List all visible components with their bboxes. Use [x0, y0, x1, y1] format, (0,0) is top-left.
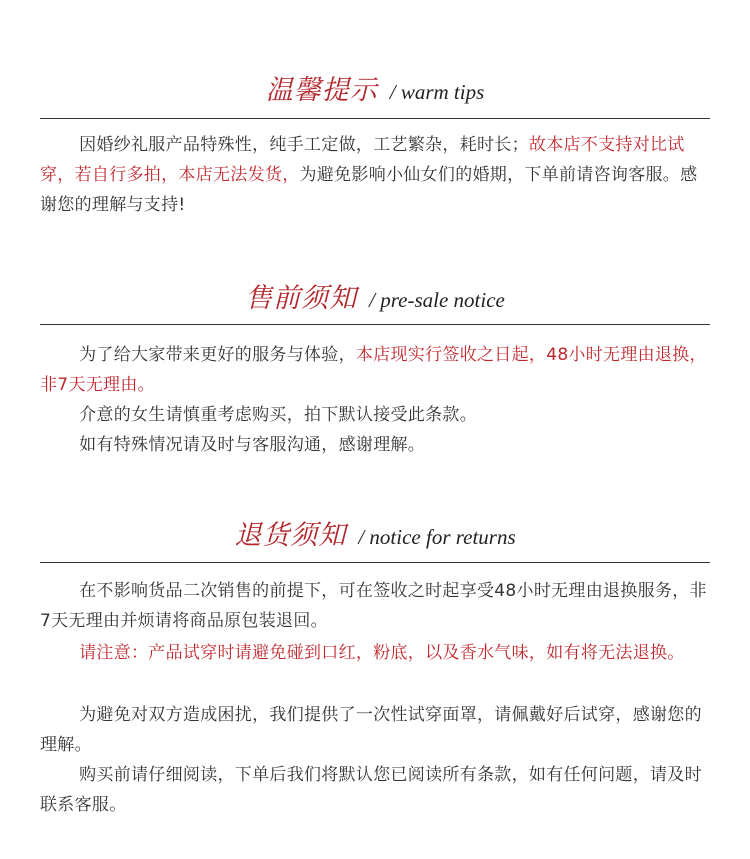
warm-tips-paragraph — [40, 130, 712, 220]
section-title-en: / notice for returns — [358, 525, 516, 549]
paragraph-text: 为避免对双方造成困扰，我们提供了一次性试穿面罩，请佩戴好后试穿，感谢您的理解。 — [40, 705, 702, 755]
section-title-en: / pre-sale notice — [369, 288, 505, 312]
section-title-en: / warm tips — [389, 80, 485, 104]
returns-paragraph — [40, 576, 712, 636]
section-title-zh: 售前须知 — [245, 283, 358, 314]
paragraph-text: 为避免影响小仙女们的婚期，下单前请咨询客服。感谢您的理解与支持! — [40, 165, 698, 215]
paragraph-text: 为了给大家带来更好的服务与体验， — [79, 345, 356, 365]
returns-paragraph — [40, 700, 712, 760]
paragraph-text: 在不影响货品二次销售的前提下，可在签收之时起享受48小时无理由退换服务，非7天无理由并烦请将商品原包装退回。 — [40, 581, 707, 631]
section-title-zh: 温馨提示 — [265, 75, 378, 106]
paragraph-text: 如有特殊情况请及时与客服沟通，感谢理解。 — [79, 435, 426, 455]
returns-warning — [40, 638, 712, 668]
section-divider — [40, 324, 710, 325]
section-heading-warm-tips — [0, 68, 750, 107]
pre-sale-paragraph — [40, 340, 712, 400]
pre-sale-paragraph — [40, 400, 712, 430]
section-heading-pre-sale — [0, 276, 750, 315]
pre-sale-paragraph — [40, 430, 712, 460]
paragraph-highlight: 故本店不支持对比试穿，若自行多拍，本店无法发货， — [40, 135, 685, 185]
paragraph-text: 介意的女生请慎重考虑购买，拍下默认接受此条款。 — [79, 405, 477, 425]
paragraph-text: 因婚纱礼服产品特殊性，纯手工定做，工艺繁杂，耗时长； — [79, 135, 529, 155]
section-divider — [40, 562, 710, 563]
paragraph-highlight: 请注意：产品试穿时请避免碰到口红，粉底，以及香水气味，如有将无法退换。 — [79, 643, 685, 663]
paragraph-text: 购买前请仔细阅读，下单后我们将默认您已阅读所有条款，如有任何问题，请及时联系客服。 — [40, 765, 702, 815]
section-divider — [40, 118, 710, 119]
returns-paragraph — [40, 760, 712, 820]
paragraph-highlight: 本店现实行签收之日起，48小时无理由退换，非7天无理由。 — [40, 345, 707, 395]
section-title-zh: 退货须知 — [234, 520, 347, 551]
section-heading-returns — [0, 513, 750, 552]
